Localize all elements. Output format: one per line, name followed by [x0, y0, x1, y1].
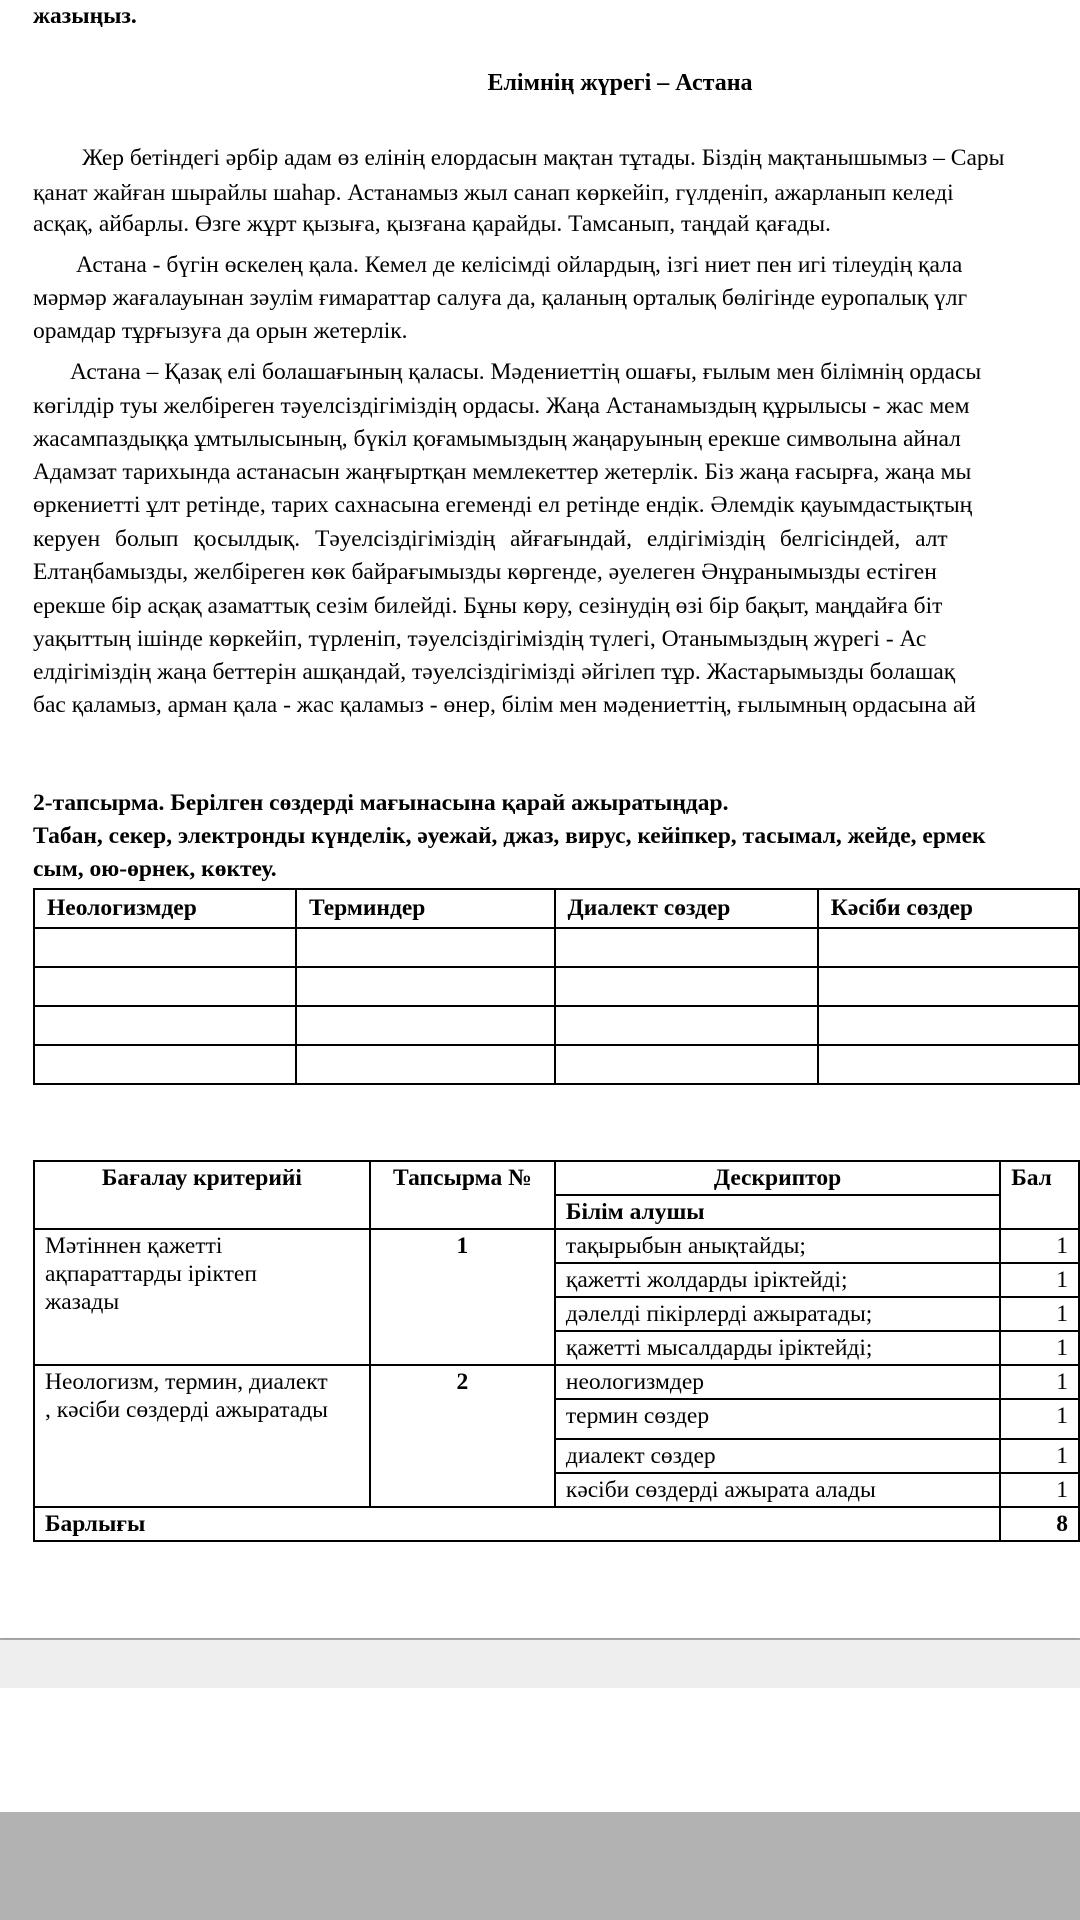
- header-criterion: Бағалау критерийі: [34, 1161, 370, 1229]
- table-cell[interactable]: [34, 1045, 296, 1084]
- criterion-1: [34, 1229, 370, 1365]
- table-cell[interactable]: [555, 1045, 818, 1084]
- text-line: Елтаңбамызды, желбіреген көк байрағымызды көргенде, әуелеген Әнұранымызды естіген: [33, 559, 937, 585]
- viewer-background: [0, 1812, 1080, 1920]
- table-cell[interactable]: [34, 1006, 296, 1045]
- header-terms: Терминдер: [296, 889, 555, 928]
- text-line: орамдар тұрғызуға да орын жетерлік.: [33, 318, 408, 344]
- descriptor: кәсіби сөздерді ажырата алады: [555, 1473, 1000, 1507]
- score: 1: [1000, 1473, 1079, 1507]
- table-cell[interactable]: [818, 928, 1079, 967]
- text-line: Жер бетіндегі әрбір адам өз елінің елордасын мақтан тұтады. Біздің мақтанышымыз – Сары: [82, 145, 1005, 171]
- score: 1: [1000, 1263, 1079, 1297]
- task-no-2: 2: [370, 1365, 555, 1507]
- text-line: елдігіміздің жаңа беттерін ашқандай, тәуелсіздігімізді әйгілеп тұр. Жастарымызды болашақ: [33, 659, 956, 685]
- table-cell[interactable]: [555, 967, 818, 1006]
- table-cell[interactable]: [555, 1006, 818, 1045]
- criteria-header-row: [34, 1161, 1079, 1195]
- text-line: асқақ, айбарлы. Өзге жұрт қызыға, қызғана қарайды. Тамсанып, таңдай қағады.: [33, 211, 831, 237]
- next-page-area: [0, 1688, 1080, 1812]
- text-line: өркениетті ұлт ретінде, тарих сахнасына егеменді ел ретінде ендік. Әлемдік қауымдастықтың: [33, 492, 973, 518]
- table-cell[interactable]: [818, 1006, 1079, 1045]
- table-cell[interactable]: [34, 967, 296, 1006]
- total-row: [34, 1507, 1079, 1541]
- table-row: [34, 928, 1079, 967]
- classification-table: [33, 888, 1080, 1085]
- header-professional: Кәсіби сөздер: [818, 889, 1079, 928]
- table-row: [34, 1045, 1079, 1084]
- text-line: жасампаздыққа ұмтылысының, бүкіл қоғамымыздың жаңаруының ерекше символына айнал: [33, 426, 961, 452]
- total-label: Барлығы: [34, 1507, 1000, 1541]
- header-task-no: Тапсырма №: [370, 1161, 555, 1229]
- descriptor: диалект сөздер: [555, 1439, 1000, 1473]
- score: 1: [1000, 1399, 1079, 1439]
- descriptor: термин сөздер: [555, 1399, 1000, 1439]
- text-line: Астана - бүгін өскелең қала. Кемел де келісімді ойлардың, ізгі ниет пен игі тілеудің қала: [76, 252, 963, 278]
- header-neologisms: Неологизмдер: [34, 889, 296, 928]
- text-line: көгілдір туы желбіреген тәуелсіздігіміздің ордасы. Жаңа Астанамыздың құрылысы - жас мем: [33, 393, 970, 419]
- header-score: Бал: [1000, 1161, 1079, 1229]
- page-separator: [0, 1640, 1080, 1688]
- descriptor: тақырыбын анықтайды;: [555, 1229, 1000, 1263]
- text-line: керуен болып қосылдық. Тәуелсіздігіміздің айғағындай, елдігіміздің белгісіндей, алт: [33, 526, 948, 552]
- score: 1: [1000, 1439, 1079, 1473]
- score: 1: [1000, 1331, 1079, 1365]
- text-line: Астана – Қазақ елі болашағының қаласы. Мәдениеттің ошағы, ғылым мен білімнің ордасы: [70, 359, 982, 385]
- text-line: уақыттың ішінде көркейіп, түрленіп, тәуелсіздігіміздің түлегі, Отанымыздың жүрегі - Ас: [33, 626, 927, 652]
- criteria-table: [33, 1160, 1080, 1542]
- score: 1: [1000, 1229, 1079, 1263]
- text-line: мәрмәр жағалауынан зәулім ғимараттар салуға да, қаланың орталық бөлігінде еуропалық үлг: [33, 285, 968, 311]
- table-cell[interactable]: [296, 1006, 555, 1045]
- score: 1: [1000, 1297, 1079, 1331]
- table-header-row: [34, 889, 1079, 928]
- table-row: [34, 1229, 1079, 1263]
- table-row: [34, 1365, 1079, 1399]
- criterion-1-line: жазады: [45, 1289, 120, 1315]
- criterion-1-line: ақпараттарды іріктеп: [45, 1261, 257, 1287]
- header-dialect: Диалект сөздер: [555, 889, 818, 928]
- table-cell[interactable]: [296, 928, 555, 967]
- table-cell[interactable]: [296, 967, 555, 1006]
- criterion-2: [34, 1365, 370, 1507]
- table-cell[interactable]: [296, 1045, 555, 1084]
- text-line: ерекше бір асқақ азаматтық сезім билейді. Бұны көру, сезінудің өзі бір бақыт, маңдайға біт: [33, 593, 943, 619]
- top-fragment: жазыңыз.: [33, 3, 137, 29]
- text-line: Адамзат тарихында астанасын жаңғыртқан мемлекеттер жетерлік. Біз жаңа ғасырға, жаңа мы: [33, 459, 972, 485]
- table-row: [34, 1006, 1079, 1045]
- score: 1: [1000, 1365, 1079, 1399]
- descriptor: неологизмдер: [555, 1365, 1000, 1399]
- task2-words-line2: сым, ою-өрнек, көктеу.: [33, 856, 277, 882]
- header-descriptor-sub: Білім алушы: [555, 1195, 1000, 1229]
- total-value: 8: [1000, 1507, 1079, 1541]
- header-descriptor: Дескриптор: [555, 1161, 1000, 1195]
- criterion-2-line: Неологизм, термин, диалект: [45, 1369, 328, 1395]
- table-cell[interactable]: [555, 928, 818, 967]
- text-line: бас қаламыз, арман қала - жас қаламыз - өнер, білім мен мәдениеттің, ғылымның ордасына ай: [33, 692, 976, 718]
- descriptor: дәлелді пікірлерді ажыратады;: [555, 1297, 1000, 1331]
- descriptor: қажетті мысалдарды іріктейді;: [555, 1331, 1000, 1365]
- criterion-1-line: Мәтіннен қажетті: [45, 1233, 223, 1259]
- criterion-2-line: , кәсіби сөздерді ажыратады: [45, 1397, 328, 1423]
- table-cell[interactable]: [818, 967, 1079, 1006]
- text-line: қанат жайған шырайлы шаһар. Астанамыз жыл санап көркейіп, гүлденіп, ажарланып келеді: [33, 180, 954, 206]
- task2-words-line1: Табан, секер, электронды күнделік, әуежай, джаз, вирус, кейіпкер, тасымал, жейде, ермек: [33, 823, 986, 849]
- task2-heading: 2-тапсырма. Берілген сөздерді мағынасына қарай ажыратыңдар.: [33, 790, 729, 816]
- table-row: [34, 967, 1079, 1006]
- table-cell[interactable]: [818, 1045, 1079, 1084]
- descriptor: қажетті жолдарды іріктейді;: [555, 1263, 1000, 1297]
- essay-title: Елімнің жүрегі – Астана: [487, 70, 753, 96]
- table-cell[interactable]: [34, 928, 296, 967]
- task-no-1: 1: [370, 1229, 555, 1365]
